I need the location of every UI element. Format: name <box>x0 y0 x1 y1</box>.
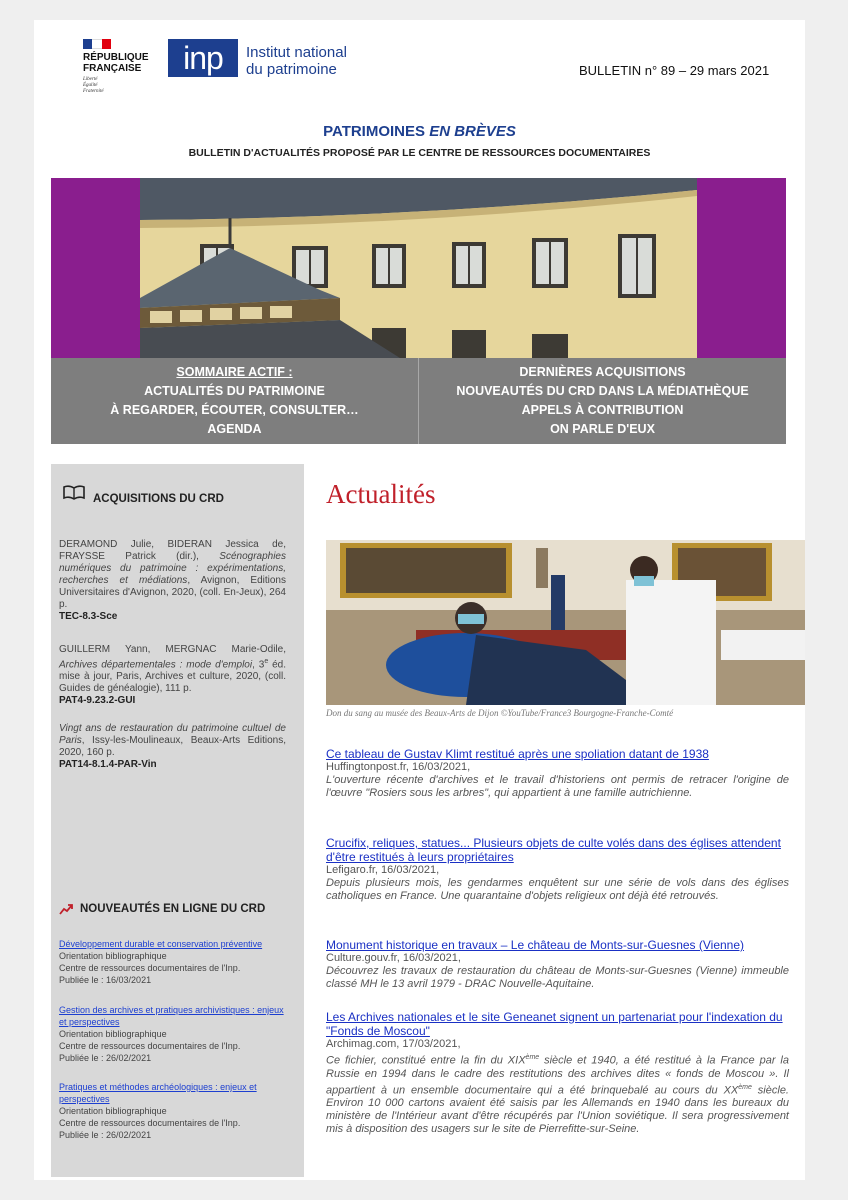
institute-name: Institut national du patrimoine <box>246 44 347 78</box>
article-link[interactable]: Ce tableau de Gustav Klimt restitué après une spoliation datant de 1938 <box>326 747 709 761</box>
online-entry: Pratiques et méthodes archéologiques : enjeux et perspectives Orientation bibliographique Centre de ressources documentaires de l'Inp. Publiée le : 26/02/2021 <box>59 1081 286 1141</box>
summary-navigation <box>51 358 786 444</box>
article-summary: Depuis plusieurs mois, les gendarmes enquêtent sur une série de vols dans des églises catholiques en France. Une quarantaine d'objets religieux ont déjà été retrouvés. <box>326 877 789 902</box>
news-article <box>326 836 789 903</box>
article-summary: Ce fichier, constitué entre la fin du XIXème siècle et 1940, a été restitué à la France par la Russie en 1994 dans le cadre des restitutions des archives dites « fonds de Moscou ». Il appartient à un ensemble documentaire qui a été brinquebalé au cours du XXème siècle. Environ 10 000 cartons avaient été saisis par les Allemands en 1940 dans les bureaux du ministère de l'Intérieur avant d'être récupérés par l'Union soviétique. Il sera progressivement mis à disposition des usagers sur le site de Pierrefitte-sur-Seine. <box>326 1054 789 1136</box>
bulletin-title: PATRIMOINES EN BRÈVES <box>323 123 516 140</box>
acquisitions-heading: ACQUISITIONS DU CRD <box>93 493 224 505</box>
nav-link-regarder-ecouter[interactable]: À REGARDER, ÉCOUTER, CONSULTER… <box>110 403 359 417</box>
online-entry: Développement durable et conservation préventive Orientation bibliographique Centre de ressources documentaires de l'Inp. Publiée le : 16/03/2021 <box>59 938 286 986</box>
nav-link-agenda[interactable]: AGENDA <box>207 422 262 436</box>
acquisition-entry: GUILLERM Yann, MERGNAC Marie-Odile, Archives départementales : mode d'emploi, 3e éd. mise à jour, Paris, Archives et culture, 2020, (coll. Guides de généalogie), 111 p. PAT4-9.23.2-GUI <box>59 644 286 707</box>
online-resource-link[interactable]: Développement durable et conservation préventive <box>59 939 263 949</box>
inp-logo: inp <box>168 39 238 77</box>
open-book-icon <box>62 484 86 500</box>
acquisition-entry: DERAMOND Julie, BIDERAN Jessica de, FRAYSSE Patrick (dir.), Scénographies numériques du patrimoine : expérimentations, recherches et médiations, Avignon, Editions Universitaires d'Avignon, 2020, (coll. En-Jeux), 264 p. TEC-8.3-Sce <box>59 539 286 622</box>
call-number: PAT14-8.1.4-PAR-Vin <box>59 759 157 770</box>
building-courtyard-photo <box>140 178 697 358</box>
online-heading: NOUVEAUTÉS EN LIGNE DU CRD <box>80 903 266 915</box>
nav-link-on-parle-deux[interactable]: ON PARLE D'EUX <box>550 422 655 436</box>
summary-left-column <box>51 358 418 444</box>
article-source: Culture.gouv.fr, 16/03/2021, <box>326 952 461 964</box>
nav-link-appels-contribution[interactable]: APPELS À CONTRIBUTION <box>521 403 684 417</box>
french-flag-icon <box>83 39 111 49</box>
article-summary: L'ouverture récente d'archives et le travail d'historiens ont permis de retracer l'origine de l'œuvre "Rosiers sous les arbres", qui appartient à une famille autrichienne. <box>326 774 789 799</box>
article-source: Huffingtonpost.fr, 16/03/2021, <box>326 761 471 773</box>
call-number: TEC-8.3-Sce <box>59 611 118 622</box>
online-resource-link[interactable]: Pratiques et méthodes archéologiques : enjeux et perspectives <box>59 1082 257 1104</box>
photo-caption: Don du sang au musée des Beaux-Arts de Dijon ©YouTube/France3 Bourgogne-Franche-Comté <box>326 708 674 718</box>
republic-motto: Liberté Égalité Fraternité <box>83 77 104 94</box>
sidebar <box>51 464 304 1177</box>
nav-link-actualites[interactable]: ACTUALITÉS DU PATRIMOINE <box>144 384 325 398</box>
call-number: PAT4-9.23.2-GUI <box>59 695 136 707</box>
news-article <box>326 1010 789 1136</box>
summary-right-column <box>418 358 786 444</box>
blood-donation-photo <box>326 540 805 705</box>
trending-arrow-icon <box>59 903 73 915</box>
banner <box>51 178 786 358</box>
article-source: Archimag.com, 17/03/2021, <box>326 1038 461 1050</box>
bulletin-page <box>34 20 805 1180</box>
article-link[interactable]: Monument historique en travaux – Le château de Monts-sur-Guesnes (Vienne) <box>326 938 745 952</box>
news-article <box>326 938 789 991</box>
article-link[interactable]: Crucifix, reliques, statues... Plusieurs objets de culte volés dans des églises attendent d'être restitués à leurs propriétaires <box>326 836 781 864</box>
article-link[interactable]: Les Archives nationales et le site Geneanet signent un partenariat pour l'indexation du "Fonds de Moscou" <box>326 1010 783 1038</box>
bulletin-subtitle: BULLETIN D'ACTUALITÉS PROPOSÉ PAR LE CENTRE DE RESSOURCES DOCUMENTAIRES <box>188 147 651 159</box>
bulletin-number: BULLETIN n° 89 – 29 mars 2021 <box>579 63 770 78</box>
online-entry: Gestion des archives et pratiques archivistiques : enjeux et perspectives Orientation bibliographique Centre de ressources documentaires de l'Inp. Publiée le : 26/02/2021 <box>59 1004 286 1064</box>
nav-link-acquisitions[interactable]: DERNIÈRES ACQUISITIONS <box>519 365 686 379</box>
news-article <box>326 747 789 800</box>
article-source: Lefigaro.fr, 16/03/2021, <box>326 864 440 876</box>
republique-label: RÉPUBLIQUE FRANÇAISE <box>83 52 149 74</box>
summary-heading: SOMMAIRE ACTIF : <box>176 365 293 379</box>
republique-francaise-logo <box>83 39 153 95</box>
section-title-actualites: Actualités <box>326 479 436 509</box>
nav-link-nouveautes-crd[interactable]: NOUVEAUTÉS DU CRD DANS LA MÉDIATHÈQUE <box>456 384 749 398</box>
acquisition-entry: Vingt ans de restauration du patrimoine cultuel de Paris, Issy-les-Moulineaux, Beaux-Arts Editions, 2020, 160 p. PAT14-8.1.4-PAR-Vin <box>59 723 286 770</box>
online-resource-link[interactable]: Gestion des archives et pratiques archivistiques : enjeux et perspectives <box>59 1005 284 1027</box>
article-summary: Découvrez les travaux de restauration du château de Monts-sur-Guesnes (Vienne) immeuble classé MH le 13 avril 1979 - DRAC Nouvelle-Aquitaine. <box>326 965 789 990</box>
